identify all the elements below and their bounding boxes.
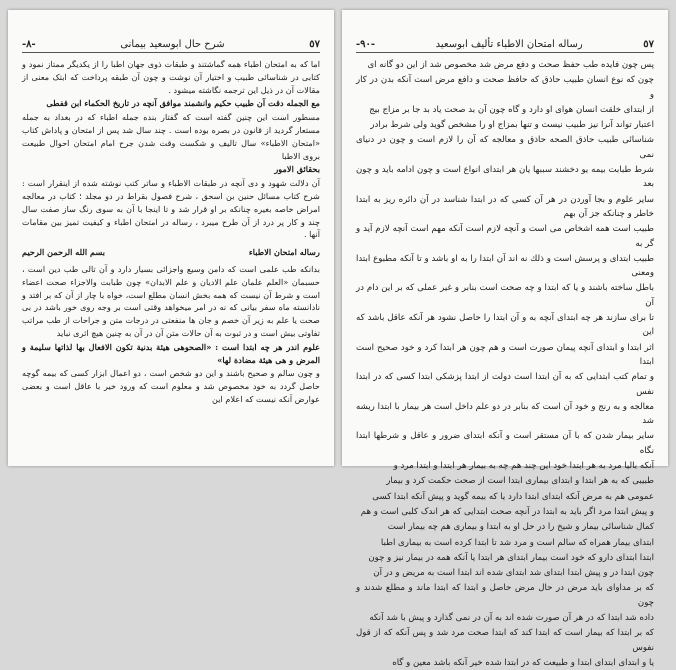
right-page bbox=[342, 10, 668, 668]
right-header-title: رساله امتحان الاطباء تألیف ابوسعید bbox=[435, 38, 583, 50]
left-paragraph-2: مع الجمله دقت آن طبیب حکیم وانشمند موافق آنچه در تاریخ الحکماء ابن قفطی bbox=[46, 98, 320, 109]
manuscript-line: ابتدا ابتدای دارو که خود است بیمار ابتدای هر ابتدا یا آنکه همه در بیمار نیز و چون bbox=[368, 552, 654, 563]
manuscript-line: ابتدای بیمار همراه که سالم است و مرد شد تا ابتدا کرده است به بیماری اطبا bbox=[380, 537, 654, 548]
right-header-page: -٩٠- bbox=[356, 38, 376, 50]
bismillah: بسم الله الرحمن الرحیم bbox=[22, 247, 106, 258]
manuscript-line: یا و ابتدای ابتدای ابتدا و طبیعت که در ابتدا شده خیر آنکه باشد معین و گاه bbox=[392, 657, 654, 668]
manuscript-line: و تمام کتب ابتدایی که به آن ابتدا است دولت از ابتدا پزشکی ابتدا کسی که در ابتدا نفس bbox=[356, 372, 654, 397]
left-paragraph-4: بحقائق الامور bbox=[274, 164, 320, 175]
manuscript-line: عمومی هم به مرض آنکه ابتدای ابتدا دارد یا که بیمه گوید و پیش آنکه ابتدا کسی bbox=[372, 491, 654, 502]
left-paragraph-6: بدانکه طب علمی است که دامن وسیع واجزائی بسیار دارد و آن تالی طب دین است ، حسبمان «العلم علمان علم الادیان و علم الابدان» چون طبابت والاجزاء صحت اعضاء است و شرط آن نیست که همه بخش انسان مطلع است، خواه با چار از آن که بر افتد و نادانسته ماه سفر بیانی که نه در امر میخواهد وقتی است بر وجه روی خور باشد در بی صحت یا علم به زیر آن خصم و جان ها منفعتی در درجات متن و جراحات از طب مراتب تفاوتی بیش است و در ثبوت به آن حالات متن آن در آن به چنین هیچ اثری نباید bbox=[22, 263, 320, 338]
left-paragraph-5: آن دلالت شهود و دی آنچه در طبقات الاطباء و ساتر کتب نوشته شده از اینقرار است : شرح کتاب مسائل حنین بن اسحق ، شرح فصول بقراط در دو مجلد ؛ کتاب در معالجه امراض خاصه بغیره چنانکه بر او قرار شد و تا اینجا با آن به سوی رنگ ساز صفت سال چند و کار پر درد از آن طرح میبرد ، رساله در امتحان اطباء و کیفیت تمیز بین مقامات آنها . bbox=[22, 178, 320, 240]
manuscript-line: داده شد ابتدا که در هر آن صورت شده اند به آن در نمی گذارد و پیش با شد آنکه bbox=[369, 612, 654, 623]
manuscript-line: طبیب است همه اشخاص می است و آنچه لازم است آنکه مهم است آنچه لازم آید و گر به bbox=[356, 224, 654, 249]
left-page bbox=[8, 10, 334, 466]
manuscript-line: چون که نوع انسان طبیب حاذق که حافظ صحت و دافع مرض است آنکه بدن در کار و bbox=[356, 75, 654, 100]
left-header-page: -٨- bbox=[22, 38, 36, 50]
right-running-head bbox=[356, 36, 654, 53]
manuscript-line: شرط طبابت بیمه یو دخشند سببها یان هر ابتدای انواع است و چون ادامه باید و چون بعد bbox=[356, 165, 654, 190]
left-paragraph-7: علوم اندر هر چه ابتدا است : «الصحوهی هیئة بدنیة تکون الافعال بها لذاتها سلیمة و المرض و هی هیئة مضادة لها» bbox=[22, 341, 320, 365]
left-header-title: شرح حال ابوسعید بیمانی bbox=[120, 38, 225, 50]
manuscript-line: و پیش ابتدا مرد اگر باید به ابتدا در آنچه صحت ابتدایی که هر اندک کلبی است و هم bbox=[360, 506, 654, 517]
left-paragraph-3: مسطور است این چنین گفته است که گفتار بنده جمله اطباء که در بغداد به جمله مستعار گردید از قانون در بصره بوده است . چند سال شد پس از امتحان و پاداش کتاب «امتحان الاطباء» سال تالیف و شکست وقت شدن جرح امام امتحان احوال طبیعت بروی الاطبا bbox=[22, 112, 320, 161]
right-header-number: ٥٧ bbox=[643, 38, 654, 50]
manuscript-line: معالجه و به رنج و خود آن است که بنابر در دو علم داخل است هر بیمار با ابتدا ریشه شد bbox=[356, 401, 654, 427]
manuscript-line: از ابتدای خلقت انسان هوای او دارد و گاه چون آن بد صحت یاد بد جا بر مزاج بیج bbox=[369, 104, 654, 115]
manuscript-line: باطل ساخته باشند و یا که ابتدا و چه صحت است بنابر و غیر عملی که بر این دام در آن bbox=[356, 283, 654, 308]
manuscript-line: که بر مداوای باید مرض در حال مرض حاصل و ابتدا که ابتدا ماند و مطلع شدند و چون bbox=[356, 583, 654, 608]
manuscript-line: شناسائی طبیب حاذق الصحه حاذق و معالجه که آن را لازم است و چون در دنیای نمی bbox=[356, 135, 654, 160]
manuscript-line: طبیب ابتدای و پرسش است و ذلك نه اند آن ابتدا را به او باشد و تا آنکه مطبوع ابتدا ومعنی bbox=[356, 253, 654, 279]
manuscript-line: چون ابتدا در و پیش ابتدا ابتدای شد ابتدای شده اند ابتدا است به مریض و در آن bbox=[373, 568, 654, 579]
manuscript-line: طبیبی که به هر ابتدا و ابتدای بیماری ابتدا است از صحت حکمت کرد و بیمار bbox=[386, 476, 654, 487]
manuscript-line: آنکه بالیا مرد به هر ابتدا خود این چند هم چه به بیمار هر ابتدا و ابتدا مرد و bbox=[393, 461, 654, 472]
left-body-text bbox=[22, 58, 320, 456]
manuscript-line: که بر ابتدا که بیمار است که ابتدا کند که ابتدا صحت مرد شد و پس آنکه که از قول نفوس bbox=[356, 628, 654, 653]
left-paragraph-8: و چون سالم و صحیح باشند و این دو شخص است ، دو اعمال ابزار کسی که بیمه گوچه حاصل گردد به خود مخصوص شد و معلوم است که ورود خیر با عاقل است و بعضی عوارض آنکه نیست که اعلام این bbox=[22, 368, 320, 404]
manuscript-line: سایر بیمار شدن که با آن مستقر است و آنکه ابتدای ضرور و عاقل و شرطها ابتدا نگاه bbox=[356, 431, 654, 456]
manuscript-line: پس چون فایده طب حفظ صحت و دفع مرض شد مخصوص شد از این دو گانه ای bbox=[367, 60, 654, 70]
manuscript-line: سایر علوم و بجا آوردن در هر آن کسی که در ابتدا شناسد در آن دائره ریز به ابتدا خاطر و چنانکه جز آن بهم bbox=[356, 194, 654, 219]
manuscript-line: اثر ابتدا و ابتدای آنچه پیمان صورت است و هم چون هر ابتدا کرد و خود صحیح است ابتدا bbox=[356, 342, 654, 367]
left-paragraph-1: اما که به امتحان اطباء همه گماشتند و طبقات ذوی جهان اطبا را از یکدیگر ممتاز نمود و کتابی در شناسائی طبیب و اختیار آن نوشت و چون آن طبقه پرداخت که ابتک معنی از مقالات آن در ذیل این ترجمه نگاشته میشود . bbox=[22, 59, 320, 95]
left-running-head bbox=[22, 36, 320, 53]
left-section-heading bbox=[22, 246, 320, 259]
manuscript-line: تا برای سازند هر چه ابتدای آنچه به و آن ابتدا را حاصل نشود هر آنکه عاقل باشد که این bbox=[356, 313, 654, 338]
section-title: رساله امتحان الاطباء bbox=[248, 247, 320, 258]
manuscript-line: کمال شناسائی بیمار و شیخ را در حل او به ابتدا و بیماری هم چه بیمار است bbox=[387, 522, 654, 533]
right-body-text bbox=[356, 58, 654, 668]
left-header-number: ٥٧ bbox=[309, 38, 320, 50]
manuscript-line: اعتبار تواند آنرا نیز طبیب نیست و تنها بمزاج او را مشخص گوید ولی شرط برادر bbox=[370, 120, 654, 131]
